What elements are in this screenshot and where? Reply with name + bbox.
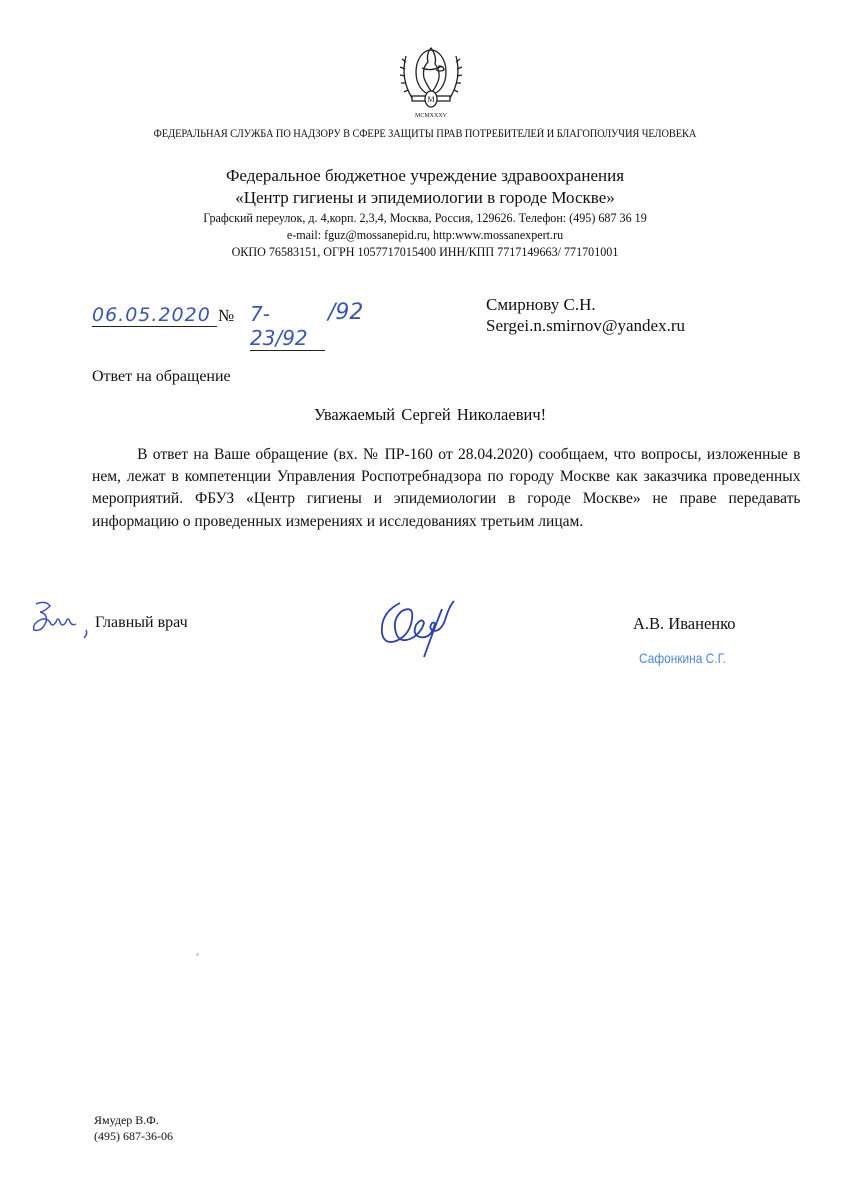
signer-position: Главный врач xyxy=(95,614,188,631)
name-stamp: Сафонкина С.Г. xyxy=(639,650,726,666)
signer-name: А.В. Иваненко xyxy=(633,614,736,633)
org-address: Графский переулок, д. 4,корп. 2,3,4, Москва, Россия, 129626. Телефон: (495) 687 36 19 xyxy=(203,210,647,225)
executor-block xyxy=(94,1112,173,1144)
agency-name: ФЕДЕРАЛЬНАЯ СЛУЖБА ПО НАДЗОРУ В СФЕРЕ ЗАЩИТЫ ПРАВ ПОТРЕБИТЕЛЕЙ И БЛАГОПОЛУЧИЯ ЧЕЛОВЕКА xyxy=(153,128,697,140)
subject-line: Ответ на обращение xyxy=(92,368,231,385)
addressee-block xyxy=(486,294,685,336)
org-name-line1: Федеральное бюджетное учреждение здравоохранения xyxy=(225,166,625,185)
main-signature xyxy=(370,593,480,673)
handwritten-initials-icon xyxy=(30,596,92,646)
svg-text:M: M xyxy=(427,95,435,104)
emblem-logo xyxy=(398,38,464,122)
hygieia-wreath-emblem-icon xyxy=(398,38,464,122)
letter-body: В ответ на Ваше обращение (вх. № ПР-160 от 28.04.2020) сообщаем, что вопросы, изложенные в нем, лежат в компетенции Управления Роспотребнадзора по городу Москве как заказчика проведенных мероприятий. ФБУЗ «Центр гигиены и эпидемиологии в городе Москве» не праве передавать информацию о проведенных измерениях и исследованиях третьим лицам. xyxy=(92,445,801,530)
registration-line xyxy=(90,298,420,350)
addressee-name: Смирнову С.Н. xyxy=(486,295,596,314)
executor-name: Ямудер В.Ф. xyxy=(94,1113,159,1127)
initials-signature xyxy=(30,596,92,646)
org-codes: ОКПО 76583151, ОГРН 1057717015400 ИНН/КПП 7717149663/ 771701001 xyxy=(231,244,619,259)
svg-text:MCMXXXV: MCMXXXV xyxy=(414,113,448,119)
registration-number-extra: /92 xyxy=(328,300,364,325)
number-label: № xyxy=(218,306,235,325)
scan-speck xyxy=(196,953,199,956)
org-name-line2: «Центр гигиены и эпидемиологии в городе Москве» xyxy=(235,188,615,207)
org-contacts: e-mail: fguz@mossanepid.ru, http:www.mossanexpert.ru xyxy=(286,227,564,242)
greeting: Уважаемый Сергей Николаевич! xyxy=(314,405,547,424)
handwritten-signature-icon xyxy=(370,593,480,673)
registration-date: 06.05.2020 xyxy=(92,304,217,327)
executor-phone: (495) 687-36-06 xyxy=(94,1129,173,1143)
registration-number: 7-23/92 xyxy=(250,302,325,351)
addressee-email: Sergei.n.smirnov@yandex.ru xyxy=(486,316,686,335)
